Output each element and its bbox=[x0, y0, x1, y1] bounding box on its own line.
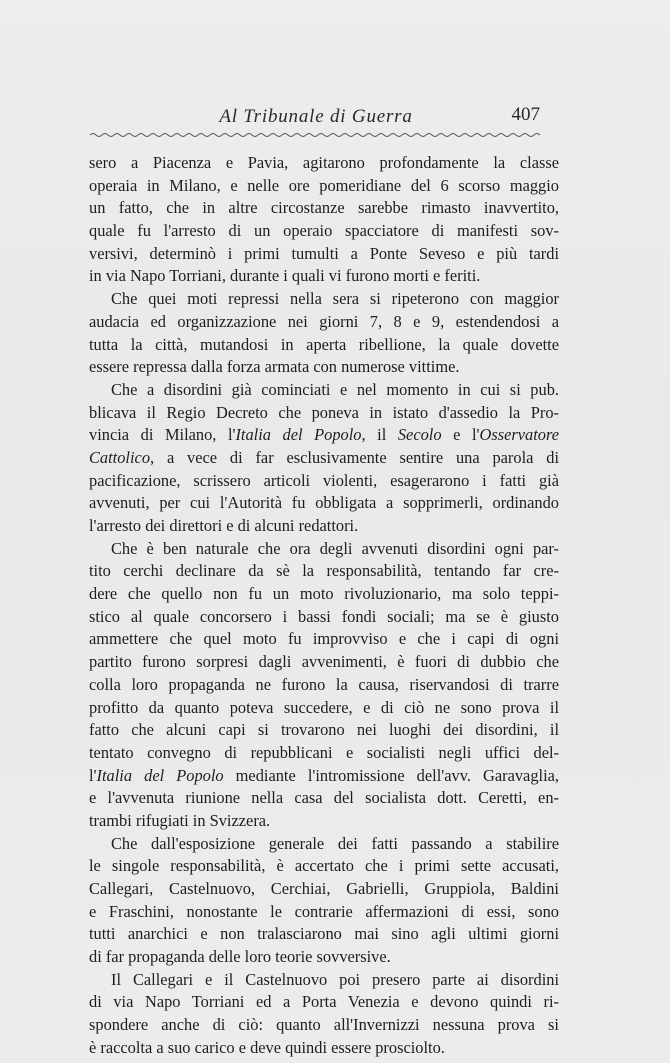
text-line: è raccolta a suo carico e deve quindi essere prosciolto. bbox=[89, 1037, 445, 1057]
text-line: Il Callegari e il Castelnuovo poi presero parte ai disordini bbox=[111, 969, 559, 989]
text-line: di far propaganda delle loro teorie sovversive. bbox=[89, 947, 391, 967]
text-line: ammettere che quel moto fu improvviso e che i capi di ogni bbox=[89, 629, 559, 649]
text-line: blicava il Regio Decreto che poneva in istato d'assedio la Pro- bbox=[89, 402, 559, 422]
text-line: tutti anarchici e non tralasciarono mai sino agli ultimi giorni bbox=[89, 924, 559, 944]
text-line: le singole responsabilità, è accertato che i primi sette accusati, bbox=[89, 856, 559, 876]
paragraph bbox=[89, 379, 559, 538]
text-line: colla loro propaganda ne furono la causa, riservandosi di trarre bbox=[89, 674, 559, 694]
text-line: sero a Piacenza e Pavia, agitarono profondamente la classe bbox=[89, 153, 559, 172]
text-line: Che dall'esposizione generale dei fatti passando a stabilire bbox=[111, 833, 559, 853]
text-line: un fatto, che in altre circostanze sarebbe rimasto inavvertito, bbox=[89, 198, 559, 218]
paragraph bbox=[89, 969, 559, 1060]
text-line: Che quei moti repressi nella sera si ripeterono con maggior bbox=[111, 289, 559, 309]
text-line: Che è ben naturale che ora degli avvenuti disordini ogni par- bbox=[111, 538, 559, 558]
body-text bbox=[89, 152, 559, 1060]
text-line: stico al quale concorsero i bassi fondi sociali; ma se è giusto bbox=[89, 606, 559, 626]
running-title: Al Tribunale di Guerra bbox=[219, 106, 413, 127]
paragraph bbox=[89, 288, 559, 379]
text-line: spondere anche di ciò: quanto all'Invernizzi nessuna prova si bbox=[89, 1015, 559, 1035]
text-line: profitto da quanto poteva succedere, e di ciò ne sono prova il bbox=[89, 697, 559, 717]
running-header bbox=[90, 98, 542, 132]
wavy-rule-ornament bbox=[90, 131, 542, 139]
text-line: pacificazione, scrissero articoli violenti, esagerarono i fatti già bbox=[89, 470, 559, 490]
paragraph bbox=[89, 833, 559, 969]
text-line: tutta la città, mutandosi in aperta ribellione, la quale dovette bbox=[89, 334, 559, 354]
text-line: essere repressa dalla forza armata con numerose vittime. bbox=[89, 357, 460, 377]
text-line: trambi rifugiati in Svizzera. bbox=[89, 810, 271, 830]
text-line: quale fu l'arresto di un operaio spacciatore di manifesti sov- bbox=[89, 221, 559, 241]
text-line: partito furono sorpresi dagli avvenimenti, è fuori di dubbio che bbox=[89, 652, 559, 672]
text-line: avvenuti, per cui l'Autorità fu obbligata a sopprimerli, ordinando bbox=[89, 493, 559, 513]
text-line: operaia in Milano, e nelle ore pomeridiane del 6 scorso maggio bbox=[89, 175, 559, 195]
page-number: 407 bbox=[511, 104, 540, 125]
text-line: tito cerchi declinare da sè la responsabilità, tentando far cre- bbox=[89, 561, 559, 581]
text-line: in via Napo Torriani, durante i quali vi furono morti e feriti. bbox=[89, 266, 481, 286]
text-line: l'Italia del Popolo mediante l'intromissione dell'avv. Garavaglia, bbox=[89, 765, 559, 785]
text-line: e l'avvenuta riunione nella casa del socialista dott. Ceretti, en- bbox=[89, 788, 559, 808]
text-line: fatto che alcuni capi si trovarono nei luoghi dei disordini, il bbox=[89, 720, 559, 740]
text-line: di via Napo Torriani ed a Porta Venezia e devono quindi ri- bbox=[89, 992, 559, 1012]
text-line: l'arresto dei direttori e di alcuni redattori. bbox=[89, 516, 359, 535]
text-line: vincia di Milano, l'Italia del Popolo, il Secolo e l'Osservatore bbox=[89, 425, 560, 445]
paragraph bbox=[89, 538, 559, 833]
text-line: Cattolico, a vece di far esclusivamente sentire una parola di bbox=[89, 447, 559, 467]
text-line: tentato convegno di repubblicani e socialisti negli uffici del- bbox=[89, 742, 559, 762]
text-line: Callegari, Castelnuovo, Cerchiai, Gabrielli, Gruppiola, Baldini bbox=[89, 879, 559, 898]
text-line: versivi, determinò i primi tumulti a Ponte Seveso e più tardi bbox=[89, 243, 559, 263]
text-line: dere che quello non fu un moto rivoluzionario, ma solo teppi- bbox=[89, 584, 559, 604]
paragraph bbox=[89, 152, 559, 288]
text-line: Che a disordini già cominciati e nel momento in cui si pub. bbox=[111, 379, 559, 399]
text-line: e Fraschini, nonostante le contrarie affermazioni di essi, sono bbox=[89, 901, 559, 921]
text-line: audacia ed organizzazione nei giorni 7, 8 e 9, estendendosi a bbox=[89, 311, 559, 331]
